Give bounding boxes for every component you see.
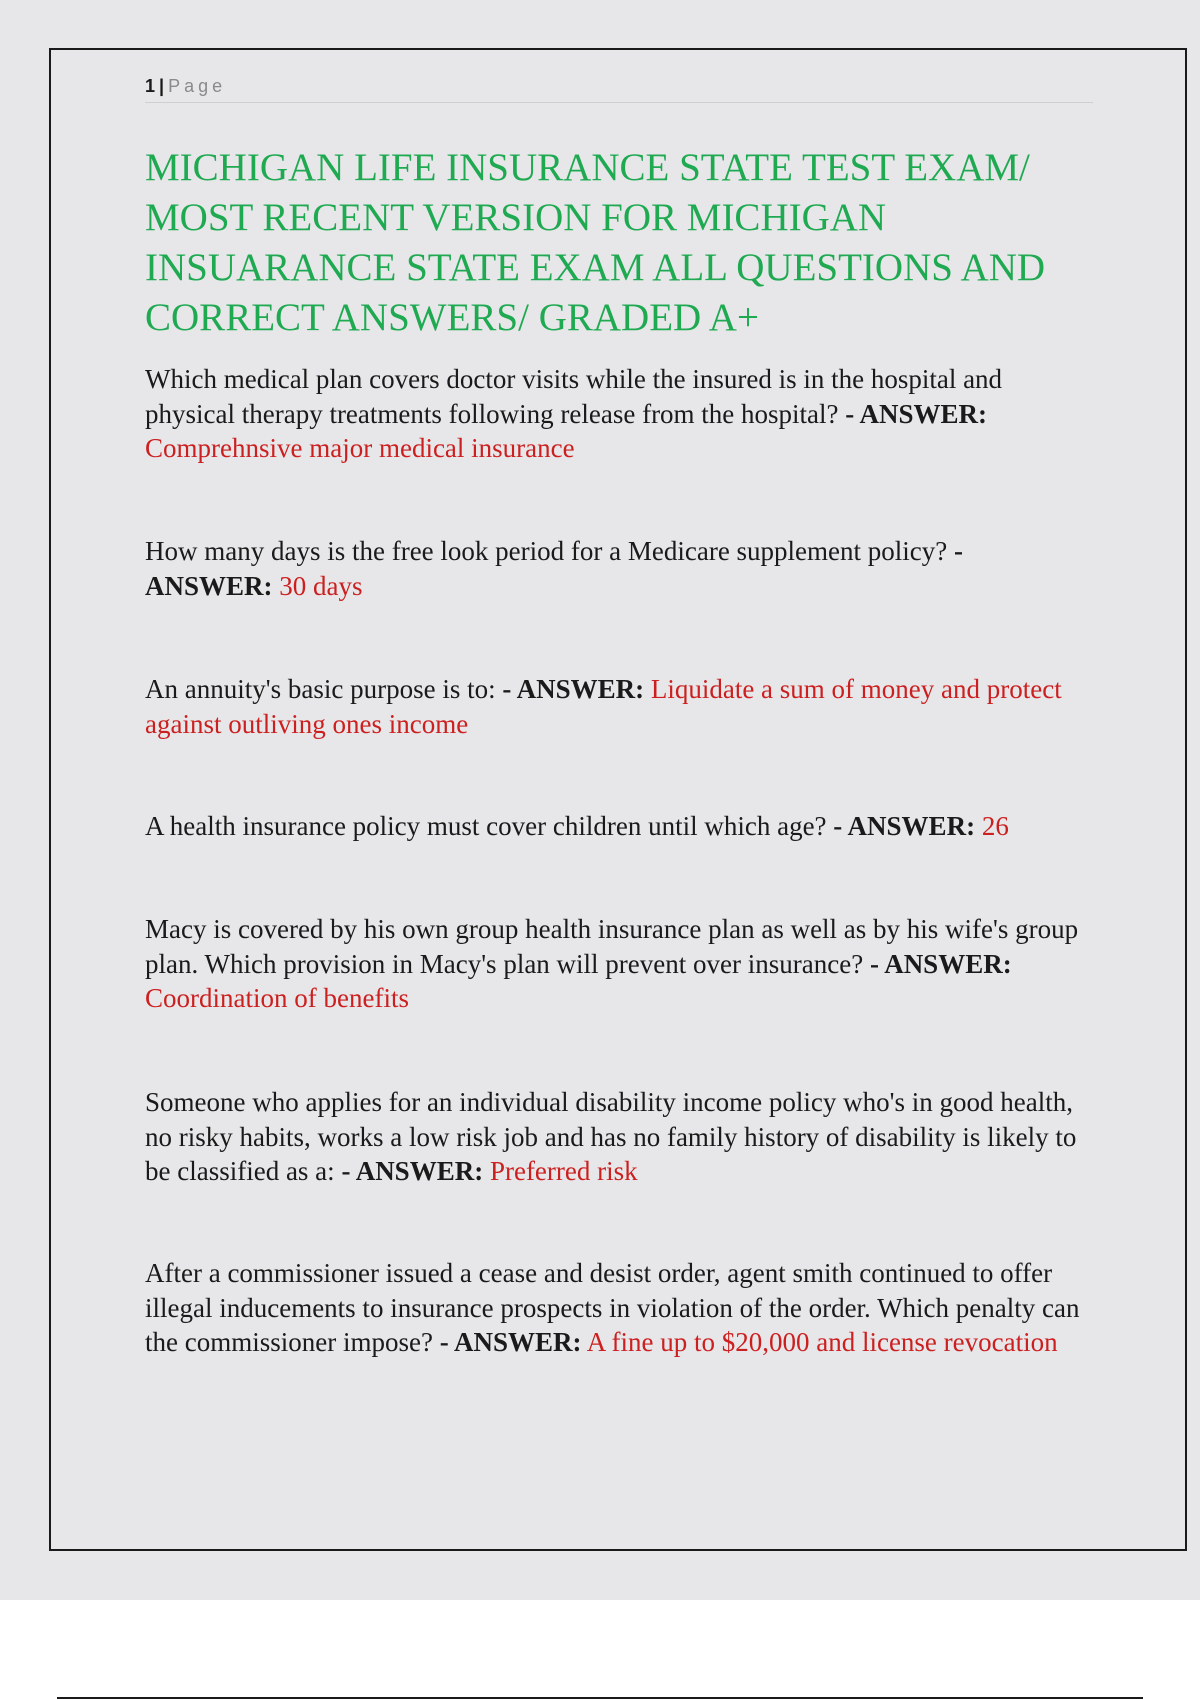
question-text: Someone who applies for an individual disability income policy who's in good health, no risky habits, works a low risk job and has no family history of disability is likely to be classified as a: (145, 1087, 1077, 1186)
answer-text: 26 (981, 811, 1009, 841)
answer-label: - ANSWER: (845, 398, 988, 429)
page-label: Page (168, 76, 227, 96)
answer-text: Liquidate a sum of money and protect against outliving ones income (145, 674, 1062, 739)
qa-item-3 (145, 672, 1095, 741)
bottom-divider (57, 1697, 1143, 1699)
page-number: 1 (145, 76, 156, 96)
question-text: Macy is covered by his own group health insurance plan as well as by his wife's group plan. Which provision in Macy's plan will prevent over insurance? (145, 914, 1079, 979)
answer-text: Comprehnsive major medical insurance (145, 433, 575, 463)
answer-text: A fine up to $20,000 and license revocation (586, 1327, 1058, 1357)
document-title: MICHIGAN LIFE INSURANCE STATE TEST EXAM/ MOST RECENT VERSION FOR MICHIGAN INSUARANCE STATE EXAM ALL QUESTIONS AND CORRECT ANSWERS/ GRADED A+ (145, 146, 1046, 339)
answer-text: 30 days (279, 570, 363, 601)
qa-item-2 (145, 534, 1095, 603)
question-text: An annuity's basic purpose is to: (145, 674, 496, 704)
question-text: After a commissioner issued a cease and desist order, agent smith continued to offer illegal inducements to insurance prospects in violation of the order. Which penalty can the commissioner impose? (145, 1258, 1080, 1357)
answer-label: - ANSWER: (833, 811, 976, 841)
qa-item-5 (145, 912, 1095, 1016)
answer-label: - ANSWER: (341, 1156, 484, 1186)
qa-item-1 (145, 362, 1095, 466)
qa-item-4 (145, 809, 1095, 844)
answer-label: - ANSWER: (439, 1327, 582, 1357)
answer-text: Coordination of benefits (145, 983, 409, 1013)
answer-label: - ANSWER: (145, 536, 963, 601)
question-text: A health insurance policy must cover children until which age? (145, 811, 827, 841)
answer-label: - ANSWER: (869, 948, 1012, 979)
question-text: How many days is the free look period for a Medicare supplement policy? (145, 536, 948, 566)
answer-label: - ANSWER: (502, 674, 645, 704)
question-text: Which medical plan covers doctor visits while the insured is in the hospital and physical therapy treatments following release from the hospital? (145, 364, 1003, 429)
answer-text: Preferred risk (489, 1156, 638, 1186)
qa-item-6 (145, 1085, 1095, 1189)
page-separator: | (159, 76, 165, 96)
page-header (145, 72, 1093, 103)
qa-item-7 (145, 1256, 1095, 1360)
